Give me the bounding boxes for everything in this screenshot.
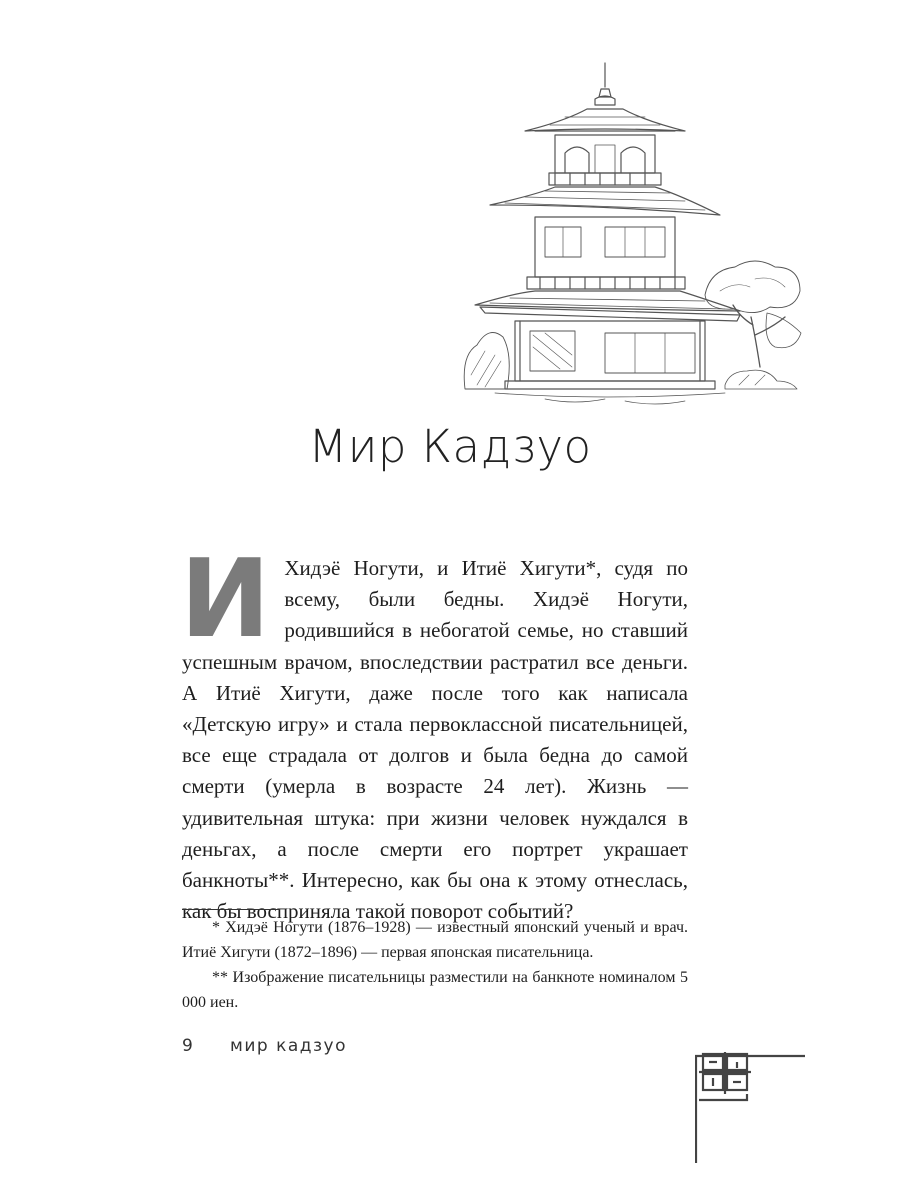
running-head: мир кадзуо xyxy=(230,1036,348,1056)
footnote-rule xyxy=(182,909,280,910)
body-text xyxy=(180,537,688,927)
pagoda-illustration xyxy=(455,55,805,410)
corner-lattice-ornament xyxy=(695,1052,805,1164)
drop-cap: И xyxy=(180,537,271,662)
footnote: * Хидэё Ногути (1876–1928) — известный японский ученый и врач. Итиё Хигути (1872–1896) — первая японская писательница. xyxy=(182,919,688,961)
page-number: 9 xyxy=(182,1036,195,1056)
chapter-title: Мир Кадзуо xyxy=(308,420,592,473)
body-paragraph xyxy=(180,537,688,927)
footnote: ** Изображение писательницы разместили на банкноте номиналом 5 000 иен. xyxy=(182,969,688,1011)
body-paragraph-text: Хидэё Ногути, и Итиё Хигути*, судя по всему, были бедны. Хидэё Ногути, родившийся в небогатой семье, но ставший успешным врачом, впоследствии растратил все деньги. А Итиё Хигути, даже после того как написала «Детскую игру» и стала первоклассной писательницей, все еще страдала от долгов и была бедна до самой смерти (умерла в возрасте 24 лет). Жизнь — удивительная штука: при жизни человек нуждался в деньгах, а после смерти его портрет украшает банкноты**. Интересно, как бы она к этому отнеслась, как бы восприняла такой поворот событий? xyxy=(182,556,688,924)
footnotes xyxy=(182,915,688,1015)
folio xyxy=(182,1036,347,1056)
